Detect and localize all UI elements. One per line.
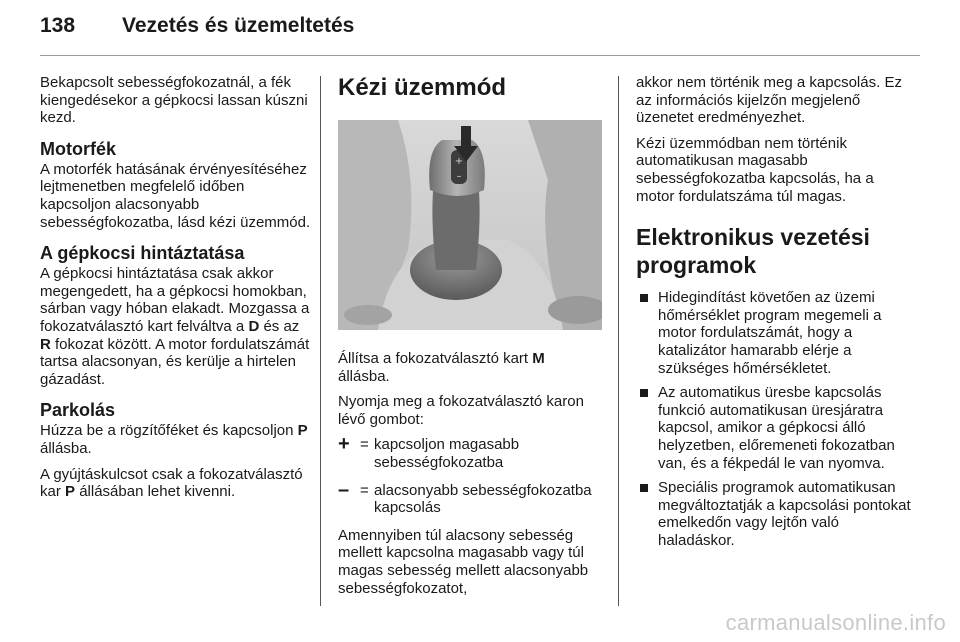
bullet-square-icon bbox=[640, 389, 648, 397]
list-item: Az automatikus üresbe kapcsolás funkció automatikusan üresjáratra kapcsol, amikor a gépkocsi álló helyzetben, előremeneti fokozatban van, és a fékpedál le van nyomva. bbox=[636, 384, 916, 472]
svg-text:–: – bbox=[456, 171, 462, 182]
program-list bbox=[636, 289, 916, 549]
column-divider-2 bbox=[618, 76, 619, 606]
kezi-text-1: Állítsa a fokozatválasztó kart M állásba. bbox=[338, 350, 545, 385]
motorfek-text: A motorfék hatásának érvényesítéséhez lejtmenetben megfelelő időben kapcsoljon alacsonyabb sebességfokozatba, lásd kézi üzemmód. bbox=[40, 160, 311, 231]
page-number: 138 bbox=[40, 14, 76, 37]
col3-text-2: Kézi üzemmódban nem történik automatikusan magasabb sebességfokozatba kapcsolás, ha a motor fordulatszáma túl magas. bbox=[636, 134, 874, 205]
gear-m: M bbox=[532, 350, 545, 367]
svg-text:+: + bbox=[454, 156, 464, 167]
motorfek-heading: Motorfék bbox=[40, 138, 116, 159]
gear-r: R bbox=[40, 335, 51, 353]
list-item: Speciális programok automatikusan megváltoztatják a kapcsolási pontokat emelkedőn vagy lejtőn való haladáskor. bbox=[636, 479, 916, 549]
column-right bbox=[636, 74, 916, 556]
intro-paragraph: Bekapcsolt sebességfokozatnál, a fék kiengedésekor a gépkocsi lassan kúszni kezd. bbox=[40, 74, 308, 127]
bullet-square-icon bbox=[640, 484, 648, 492]
kezi-uzemmod-heading: Kézi üzemmód bbox=[338, 74, 507, 101]
parkolas-text-2: A gyújtáskulcsot csak a fokozatválasztó kar P állásában lehet kivenni. bbox=[40, 465, 303, 501]
gear-selector-photo bbox=[338, 120, 602, 330]
elektronikus-heading: Elektronikus vezetési programok bbox=[636, 224, 870, 279]
hintaztatas-heading: A gépkocsi hintáztatása bbox=[40, 243, 245, 264]
key-minus-row: – = alacsonyabb sebességfokozatba kapcsolás bbox=[338, 482, 608, 517]
gear-p: P bbox=[297, 422, 308, 440]
hintaztatas-text: A gépkocsi hintáztatása csak akkor megengedett, ha a gépkocsi homokban, sárban vagy hóban elakadt. Mozgassa a fokozatválasztó kart felváltva a D és az R fokozat között. A motor fordulatszámát tartsa alacsonyan, és kerülje a hirtelen gázadást. bbox=[40, 265, 310, 388]
header-divider bbox=[40, 55, 920, 56]
chapter-title: Vezetés és üzemeltetés bbox=[122, 14, 355, 37]
key-plus-description: kapcsoljon magasabb sebességfokozatba bbox=[374, 436, 520, 471]
bullet-square-icon bbox=[640, 294, 648, 302]
list-item: Hidegindítást követően az üzemi hőmérséklet program megemeli a motor fordulatszámát, hogy a katalizátor hamarabb elérje a szükséges hőmérsékletet. bbox=[636, 289, 916, 377]
column-left bbox=[40, 74, 312, 509]
plus-icon: + bbox=[338, 433, 350, 456]
gear-p-2: P bbox=[65, 483, 76, 501]
parkolas-heading: Parkolás bbox=[40, 400, 116, 421]
column-divider-1 bbox=[320, 76, 321, 606]
key-plus-row: + = kapcsoljon magasabb sebességfokozatba bbox=[338, 436, 608, 471]
kezi-text-2: Nyomja meg a fokozatválasztó karon lévő gombot: bbox=[338, 393, 584, 428]
watermark: carmanualsonline.info bbox=[725, 610, 946, 635]
kezi-text-3: Amennyiben túl alacsony sebesség mellett kapcsolna magasabb vagy túl magas sebesség mellett alacsonyabb sebességfokozatot, bbox=[338, 526, 589, 597]
gear-d: D bbox=[248, 317, 260, 335]
column-middle bbox=[338, 74, 608, 605]
minus-icon: – bbox=[338, 478, 350, 501]
col3-text-1: akkor nem történik meg a kapcsolás. Ez az információs kijelzőn megjelenő üzenetet eredményezhet. bbox=[636, 74, 902, 127]
key-minus-description: alacsonyabb sebességfokozatba kapcsolás bbox=[374, 481, 592, 517]
parkolas-text-1: Húzza be a rögzítőféket és kapcsoljon P állásba. bbox=[40, 422, 308, 457]
